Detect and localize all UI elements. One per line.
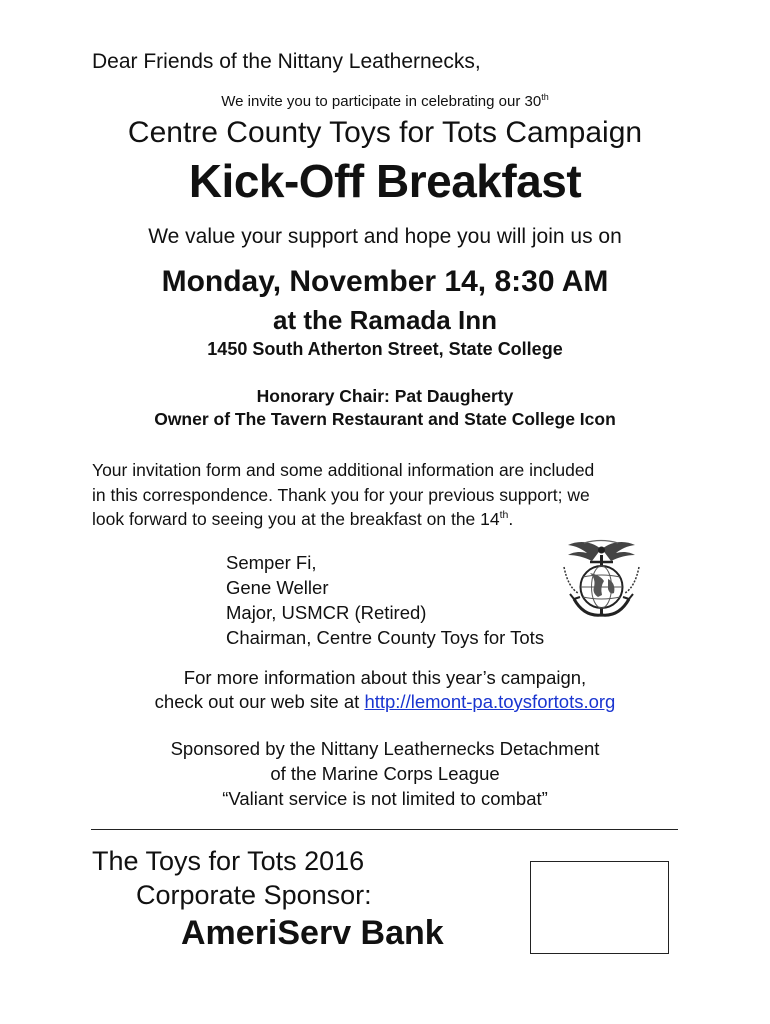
corporate-sponsor-line-1: The Toys for Tots 2016 — [92, 846, 365, 876]
signature-rank: Major, USMCR (Retired) — [226, 602, 427, 623]
value-line: We value your support and hope you will join us on — [148, 225, 622, 248]
sponsor-line-2: of the Marine Corps League — [270, 763, 500, 784]
signature-name: Gene Weller — [226, 577, 329, 598]
website-line — [0, 691, 770, 713]
invite-superscript: th — [541, 92, 549, 102]
body-line-1: Your invitation form and some additional information are included — [92, 460, 595, 480]
sponsor-line-1: Sponsored by the Nittany Leathernecks Detachment — [170, 738, 600, 759]
body-line-3-superscript: th — [499, 509, 509, 522]
invite-line — [0, 93, 770, 110]
website-link[interactable]: http://lemont-pa.toysfortots.org — [364, 691, 616, 712]
signature-closing: Semper Fi, — [226, 552, 317, 573]
more-info-line: For more information about this year’s campaign, — [183, 667, 587, 688]
website-prefix: check out our web site at — [154, 691, 365, 712]
campaign-title: Centre County Toys for Tots Campaign — [127, 116, 643, 149]
event-title: Kick-Off Breakfast — [188, 155, 582, 207]
sponsor-bank-name: AmeriServ Bank — [181, 914, 444, 952]
invite-text: We invite you to participate in celebrating our 30 — [221, 93, 542, 110]
body-line-2: in this correspondence. Thank you for your previous support; we — [92, 484, 590, 505]
corporate-sponsor-line-2: Corporate Sponsor: — [136, 880, 372, 910]
usmc-emblem-icon — [554, 537, 649, 619]
event-date-time: Monday, November 14, 8:30 AM — [161, 265, 609, 298]
body-line-3-end: . — [508, 509, 514, 529]
sponsor-motto: “Valiant service is not limited to combat” — [222, 788, 548, 809]
body-line-3-text: look forward to seeing you at the breakfast on the 14 — [92, 509, 500, 529]
signature-role: Chairman, Centre County Toys for Tots — [226, 627, 545, 648]
honorary-chair-title: Owner of The Tavern Restaurant and State College Icon — [154, 409, 616, 429]
honorary-chair: Honorary Chair: Pat Daugherty — [256, 386, 514, 406]
greeting: Dear Friends of the Nittany Leathernecks, — [92, 50, 481, 73]
event-address: 1450 South Atherton Street, State College — [207, 339, 563, 359]
body-line-3 — [92, 507, 692, 532]
section-divider — [91, 829, 678, 830]
sponsor-logo-box — [530, 861, 669, 954]
letter-body — [92, 458, 692, 532]
event-venue: at the Ramada Inn — [273, 305, 497, 335]
signature-block — [226, 550, 544, 650]
